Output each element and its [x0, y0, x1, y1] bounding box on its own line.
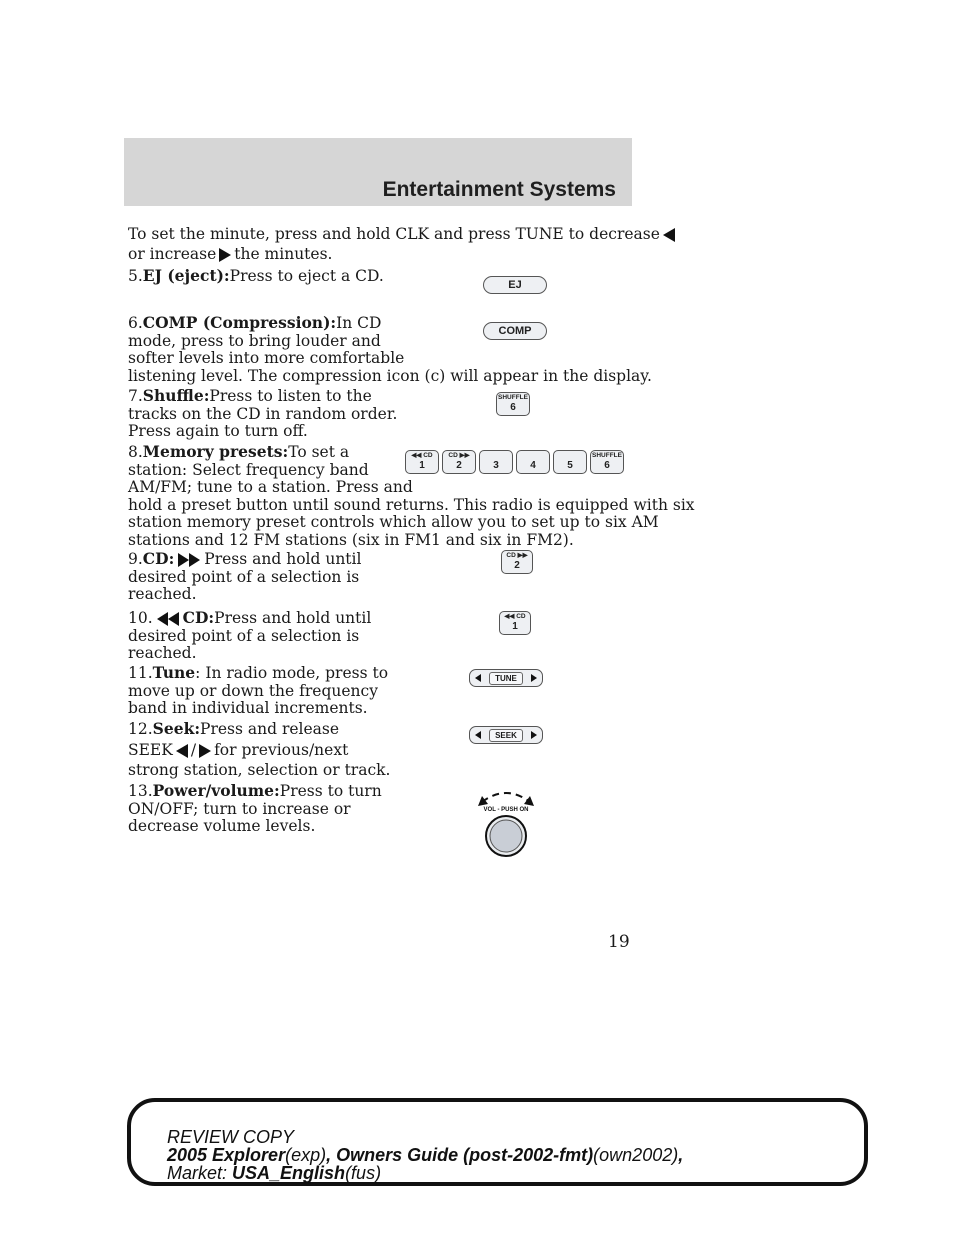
footer-line-2 — [167, 1146, 864, 1164]
preset-button-6 — [590, 450, 624, 474]
button-caption: SEEK — [489, 729, 523, 742]
increase-arrow-icon — [219, 248, 231, 262]
fast-forward-icon — [178, 553, 200, 567]
cd-forward-button-illustration — [501, 550, 533, 574]
section-title: Entertainment Systems — [382, 178, 616, 201]
footer-separator: , — [326, 1145, 332, 1165]
item-text: To set a — [288, 443, 350, 461]
footer-guide-code: (own2002) — [593, 1145, 679, 1165]
item-number: 13. — [128, 782, 153, 800]
volume-down-arrow-icon — [478, 796, 488, 806]
item-label: Power/volume: — [152, 781, 280, 800]
item-number: 10. — [128, 609, 153, 627]
volume-knob-inner — [490, 820, 522, 852]
button-caption: ◀◀ CD — [411, 452, 433, 459]
item-label: EJ (eject): — [142, 266, 230, 285]
button-number: 2 — [456, 460, 462, 471]
rotation-arc — [482, 793, 530, 802]
button-caption: SHUFFLE — [592, 452, 622, 459]
button-number: 4 — [530, 460, 536, 471]
footer-market-label: Market: — [167, 1163, 228, 1183]
button-number: 2 — [514, 560, 520, 571]
text-span: To set the minute, press and hold CLK and press TUNE to decrease — [128, 225, 660, 243]
item-9-cd-forward — [128, 550, 361, 604]
review-copy-label: REVIEW COPY — [167, 1127, 295, 1147]
item-text: ON/OFF; turn to increase or — [128, 799, 351, 818]
volume-knob-label: VOL - PUSH ON — [483, 807, 529, 813]
tune-right-arrow-icon — [531, 674, 537, 682]
footer-model-code: (exp) — [285, 1145, 327, 1165]
item-text: band in individual increments. — [128, 699, 368, 717]
preset-button-5 — [553, 450, 587, 474]
shuffle-button-illustration — [496, 392, 530, 416]
item-label: CD: — [142, 549, 175, 568]
preset-button-1 — [405, 450, 439, 474]
item-text: strong station, selection or track. — [128, 761, 391, 779]
item-number: 5. — [128, 267, 143, 285]
preset-buttons-illustration — [405, 450, 624, 474]
item-text: Press and hold until — [214, 609, 372, 627]
footer-market: USA_English — [232, 1163, 346, 1183]
item-text: hold a preset button until sound returns. This radio is equipped with six — [128, 495, 695, 514]
button-caption — [554, 451, 586, 460]
button-number: 6 — [604, 460, 610, 471]
item-text: Press to eject a CD. — [229, 267, 384, 285]
seek-previous-icon — [176, 744, 188, 758]
footer-guide: Owners Guide (post-2002-fmt) — [336, 1145, 594, 1165]
item-text: Press and release — [200, 720, 340, 738]
preset-button-3 — [479, 450, 513, 474]
item-text: decrease volume levels. — [128, 817, 316, 835]
item-number: 6. — [128, 314, 143, 332]
item-text: Press and hold until — [204, 550, 362, 568]
footer-model: 2005 Explorer — [167, 1145, 286, 1165]
item-text: reached. — [128, 644, 197, 662]
button-caption — [517, 451, 549, 460]
review-copy-footer — [127, 1098, 868, 1186]
seek-left-arrow-icon — [475, 731, 481, 739]
item-number: 9. — [128, 550, 143, 568]
button-caption: CD ▶▶ — [506, 552, 528, 559]
item-text: move up or down the frequency — [128, 681, 378, 700]
decrease-arrow-icon — [663, 228, 675, 242]
item-11-tune — [128, 664, 388, 718]
item-text: listening level. The compression icon (c) will appear in the display. — [128, 366, 652, 385]
item-text: In CD — [336, 314, 382, 332]
item-text: : In radio mode, press to — [195, 664, 389, 682]
button-caption: ◀◀ CD — [504, 613, 526, 620]
button-caption: TUNE — [489, 672, 523, 685]
item-13-power-volume — [128, 782, 382, 836]
item-text: station: Select frequency band — [128, 460, 369, 479]
item-text: mode, press to bring louder and — [128, 331, 381, 350]
item-text: AM/FM; tune to a station. Press and — [128, 478, 413, 496]
seek-button-illustration — [469, 726, 543, 744]
item-label: Tune — [152, 663, 196, 682]
item-number: 12. — [128, 720, 153, 738]
item-label: Seek: — [152, 719, 201, 738]
compression-button-illustration: COMP — [483, 322, 547, 340]
button-caption — [480, 451, 512, 460]
preset-button-2 — [442, 450, 476, 474]
tune-left-arrow-icon — [475, 674, 481, 682]
item-6-compression — [128, 314, 652, 385]
cd-reverse-button-illustration — [499, 611, 531, 635]
page-number: 19 — [608, 932, 630, 952]
section-header-band — [124, 138, 632, 206]
button-number: 1 — [419, 460, 425, 471]
item-text: reached. — [128, 585, 197, 603]
item-label: Shuffle: — [142, 386, 210, 405]
volume-knob-illustration — [476, 776, 536, 860]
button-number: 1 — [512, 621, 518, 632]
item-number: 11. — [128, 664, 153, 682]
item-text: softer levels into more comfortable — [128, 349, 405, 367]
paragraph-set-minute-line1 — [128, 226, 678, 244]
preset-button-4 — [516, 450, 550, 474]
seek-right-arrow-icon — [531, 731, 537, 739]
button-caption: SHUFFLE — [498, 394, 528, 401]
item-text: station memory preset controls which allow you to set up to six AM — [128, 513, 659, 531]
footer-separator: , — [678, 1145, 684, 1165]
item-text: stations and 12 FM stations (six in FM1 and six in FM2). — [128, 530, 574, 549]
item-text: SEEK — [128, 740, 173, 759]
text-span: or increase — [128, 245, 217, 263]
item-text: Press to turn — [279, 782, 382, 800]
text-span: the minutes. — [234, 245, 333, 263]
button-number: 3 — [493, 460, 499, 471]
item-label: Memory presets: — [142, 442, 289, 461]
item-text: Press again to turn off. — [128, 422, 308, 440]
item-10-cd-reverse — [128, 609, 371, 663]
item-7-shuffle — [128, 387, 397, 441]
button-number: 6 — [510, 402, 516, 413]
paragraph-set-minute-line2 — [128, 246, 332, 264]
footer-line-3 — [167, 1164, 864, 1182]
rewind-icon — [157, 612, 179, 626]
item-number: 7. — [128, 387, 143, 405]
button-number: 5 — [567, 460, 573, 471]
item-text: for previous/next — [214, 740, 349, 759]
item-text: / — [190, 740, 197, 759]
item-12-seek — [128, 720, 390, 780]
volume-up-arrow-icon — [524, 796, 534, 806]
item-text: desired point of a selection is — [128, 626, 360, 645]
item-label: COMP (Compression): — [142, 313, 337, 332]
item-number: 8. — [128, 443, 143, 461]
item-text: desired point of a selection is — [128, 567, 360, 586]
eject-button-illustration: EJ — [483, 276, 547, 294]
seek-next-icon — [199, 744, 211, 758]
item-text: Press to listen to the — [209, 387, 372, 405]
item-text: tracks on the CD in random order. — [128, 404, 398, 423]
footer-market-code: (fus) — [345, 1163, 382, 1183]
button-caption: CD ▶▶ — [448, 452, 470, 459]
tune-button-illustration — [469, 669, 543, 687]
item-5-eject — [128, 267, 384, 286]
item-label: CD: — [182, 608, 215, 627]
